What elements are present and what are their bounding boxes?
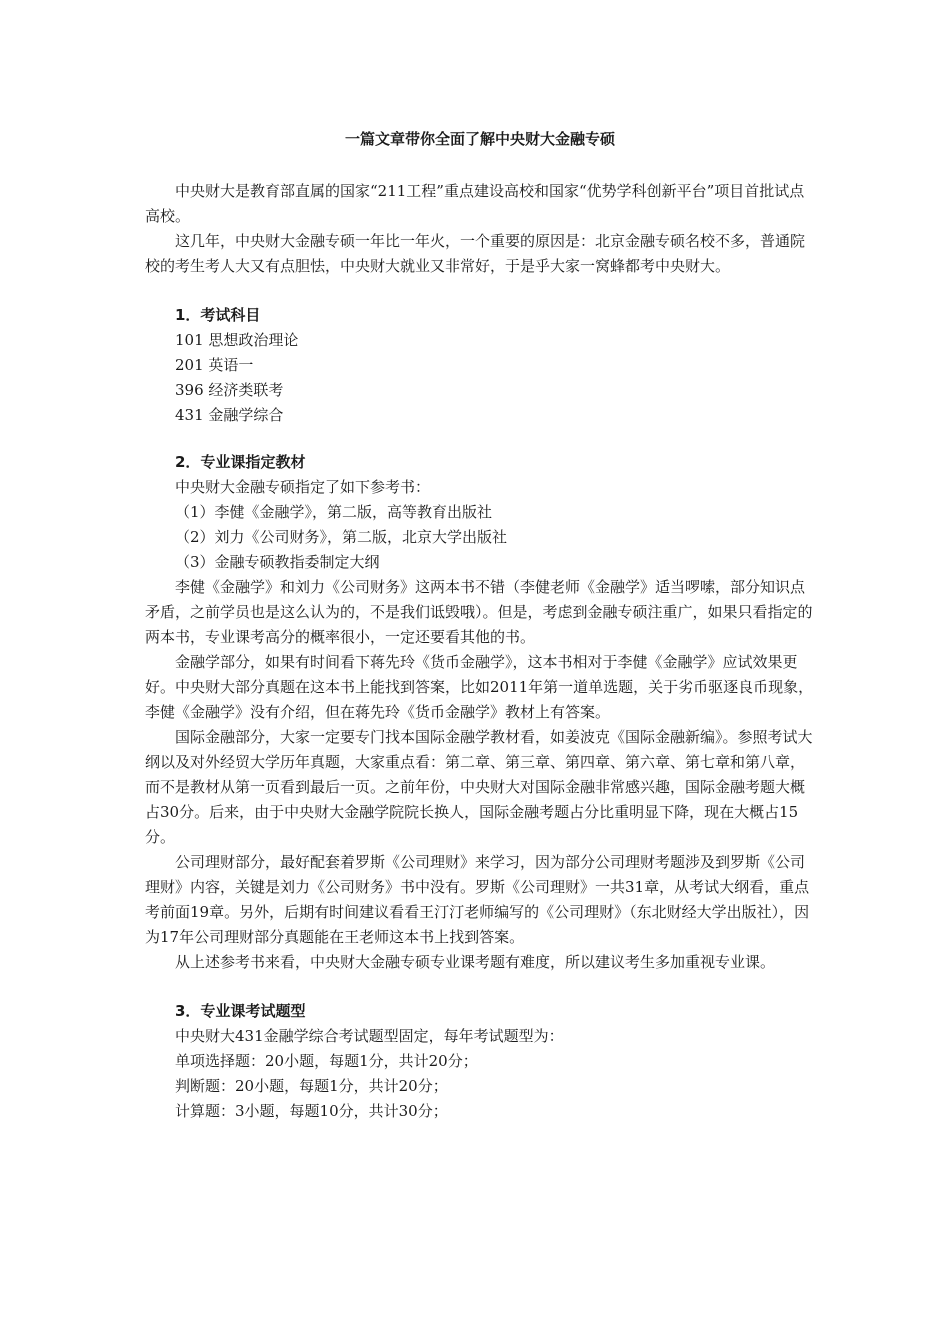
section-heading-textbooks: 2．专业课指定教材: [175, 453, 306, 471]
section-heading-question-types: 3．专业课考试题型: [175, 1002, 306, 1020]
question-type-item: 单项选择题：20小题，每题1分，共计20分；: [175, 1052, 478, 1070]
question-type-item: 判断题：20小题，每题1分，共计20分；: [175, 1077, 448, 1095]
body-paragraph: 国际金融部分，大家一定要专门找本国际金融学教材看，如姜波克《国际金融新编》。参照考试大纲以及对外经贸大学历年真题，大家重点看：第二章、第三章、第四章、第六章、第七章和第八章，而不是教材从第一页看到最后一页。之前年份，中央财大对国际金融非常感兴趣，国际金融考题大概占30分。后来，由于中央财大金融学院院长换人，国际金融考题占分比重明显下降，现在大概占15分。: [145, 728, 813, 846]
subject-item: 101 思想政治理论: [175, 331, 299, 349]
intro-paragraph: 这几年，中央财大金融专硕一年比一年火，一个重要的原因是：北京金融专硕名校不多，普通院校的考生考人大又有点胆怯，中央财大就业又非常好，于是乎大家一窝蜂都考中央财大。: [145, 232, 806, 275]
question-type-item: 计算题：3小题，每题10分，共计30分；: [175, 1102, 448, 1120]
document-title: 一篇文章带你全面了解中央财大金融专硕: [344, 130, 615, 148]
document-body: [145, 118, 815, 1124]
question-type-item: 中央财大431金融学综合考试题型固定，每年考试题型为：: [175, 1027, 564, 1045]
textbook-item: （1）李健《金融学》，第二版，高等教育出版社: [175, 503, 493, 521]
section-heading-exam-subjects: 1．考试科目: [175, 306, 261, 324]
textbook-item: （2）刘力《公司财务》，第二版，北京大学出版社: [175, 528, 508, 546]
body-paragraph: 李健《金融学》和刘力《公司财务》这两本书不错（李健老师《金融学》适当啰嗦，部分知识点矛盾，之前学员也是这么认为的，不是我们诋毁哦）。但是，考虑到金融专硕注重广，如果只看指定的两本书，专业课考高分的概率很小，一定还要看其他的书。: [145, 578, 813, 646]
textbook-item: （3）金融专硕教指委制定大纲: [175, 553, 380, 571]
subject-item: 431 金融学综合: [175, 406, 284, 424]
body-paragraph: 从上述参考书来看，中央财大金融专硕专业课考题有难度，所以建议考生多加重视专业课。: [175, 953, 776, 971]
textbook-lead: 中央财大金融专硕指定了如下参考书：: [175, 478, 431, 496]
subject-item: 201 英语一: [175, 356, 254, 374]
intro-paragraph: 中央财大是教育部直属的国家“211工程”重点建设高校和国家“优势学科创新平台”项目首批试点高校。: [145, 182, 805, 225]
body-paragraph: 金融学部分，如果有时间看下蒋先玲《货币金融学》，这本书相对于李健《金融学》应试效果更好。中央财大部分真题在这本书上能找到答案，比如2011年第一道单选题，关于劣币驱逐良币现象，李健《金融学》没有介绍，但在蒋先玲《货币金融学》教材上有答案。: [145, 653, 814, 721]
body-paragraph: 公司理财部分，最好配套着罗斯《公司理财》来学习，因为部分公司理财考题涉及到罗斯《公司理财》内容，关键是刘力《公司财务》书中没有。罗斯《公司理财》一共31章，从考试大纲看，重点考前面19章。另外，后期有时间建议看看王汀汀老师编写的《公司理财》（东北财经大学出版社），因为17年公司理财部分真题能在王老师这本书上找到答案。: [145, 853, 810, 946]
subject-item: 396 经济类联考: [175, 381, 284, 399]
